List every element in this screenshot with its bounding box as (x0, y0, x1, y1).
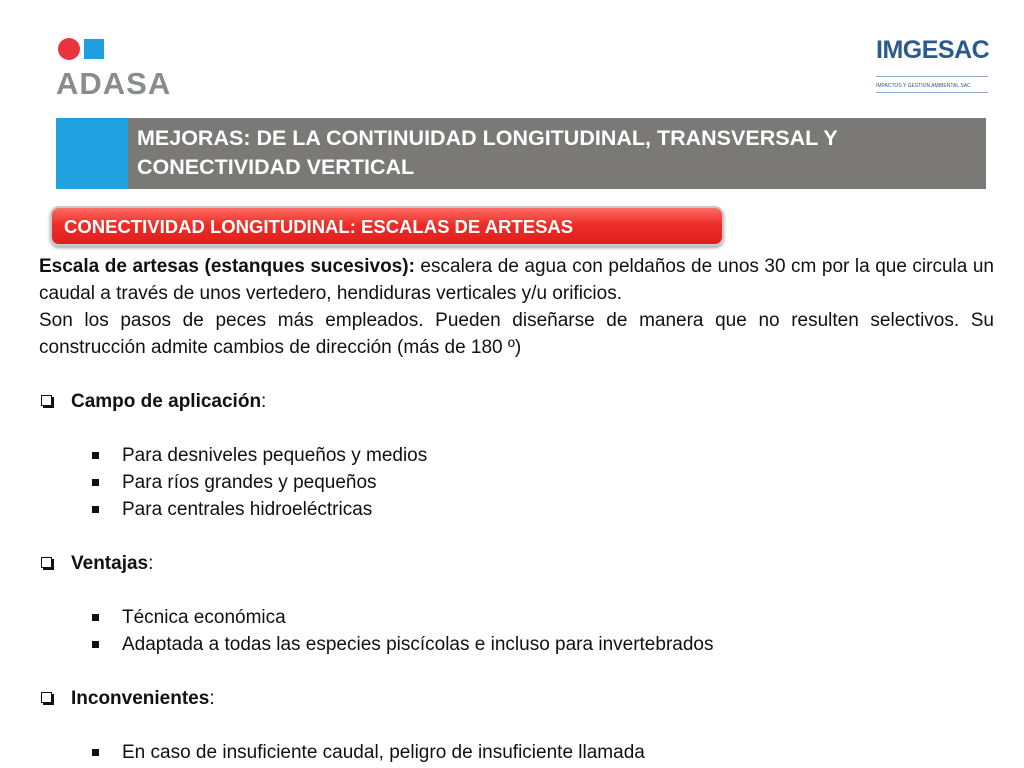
list-item: Técnica económica (39, 604, 994, 631)
checkbox-bullet-icon (41, 557, 52, 568)
slide-body (39, 253, 994, 766)
intro-term: Escala de artesas (estanques sucesivos): (39, 256, 415, 277)
logo-red-dot-icon (58, 38, 80, 60)
section-heading-campo: Campo de aplicación: (39, 388, 994, 415)
intro-definition: escalera de agua con peldaños de unos 30 cm por la que circula un caudal a través de unos vertedero, hendiduras verticales y/u orificios. (39, 256, 994, 304)
square-bullet-icon (92, 641, 99, 648)
logo-divider (876, 76, 988, 77)
list-item: Para ríos grandes y pequeños (39, 469, 994, 496)
slide-title (128, 118, 986, 189)
section-heading-label: Inconvenientes (71, 688, 210, 709)
logo-blue-square-icon (84, 39, 104, 59)
slide-title-line-1: MEJORAS: DE LA CONTINUIDAD LONGITUDINAL, TRANSVERSAL Y (137, 126, 838, 150)
imgesac-logo-text: IMGESAC (876, 36, 990, 64)
intro-paragraph (39, 253, 994, 307)
list-item: Adaptada a todas las especies piscícolas e incluso para invertebrados (39, 631, 994, 658)
section-heading-ventajas: Ventajas: (39, 550, 994, 577)
list-item: Para desniveles pequeños y medios (39, 442, 994, 469)
square-bullet-icon (92, 614, 99, 621)
section-heading-inconvenientes: Inconvenientes: (39, 685, 994, 712)
section-heading-label: Campo de aplicación (71, 391, 262, 412)
adasa-logo (56, 38, 186, 100)
title-accent-block (56, 118, 128, 189)
title-banner (56, 118, 986, 189)
imgesac-logo (872, 36, 990, 100)
list-item: Para centrales hidroeléctricas (39, 496, 994, 523)
intro-paragraph-2: Son los pasos de peces más empleados. Pueden diseñarse de manera que no resulten selectivos. Su construcción admite cambios de dirección (más de 180 º) (39, 310, 994, 358)
section-heading-label: Ventajas (71, 553, 149, 574)
square-bullet-icon (92, 749, 99, 756)
adasa-logo-text: ADASA (56, 66, 172, 101)
slide-title-line-2: CONECTIVIDAD VERTICAL (137, 155, 415, 179)
section-subtitle: CONECTIVIDAD LONGITUDINAL: ESCALAS DE ARTESAS (50, 206, 724, 246)
checkbox-bullet-icon (41, 395, 52, 406)
square-bullet-icon (92, 479, 99, 486)
checkbox-bullet-icon (41, 692, 52, 703)
square-bullet-icon (92, 452, 99, 459)
logo-divider (876, 92, 988, 93)
square-bullet-icon (92, 506, 99, 513)
list-item: En caso de insuficiente caudal, peligro de insuficiente llamada (39, 739, 994, 766)
imgesac-tagline: IMPACTOS Y GESTIÓN AMBIENTAL SAC (876, 83, 971, 89)
